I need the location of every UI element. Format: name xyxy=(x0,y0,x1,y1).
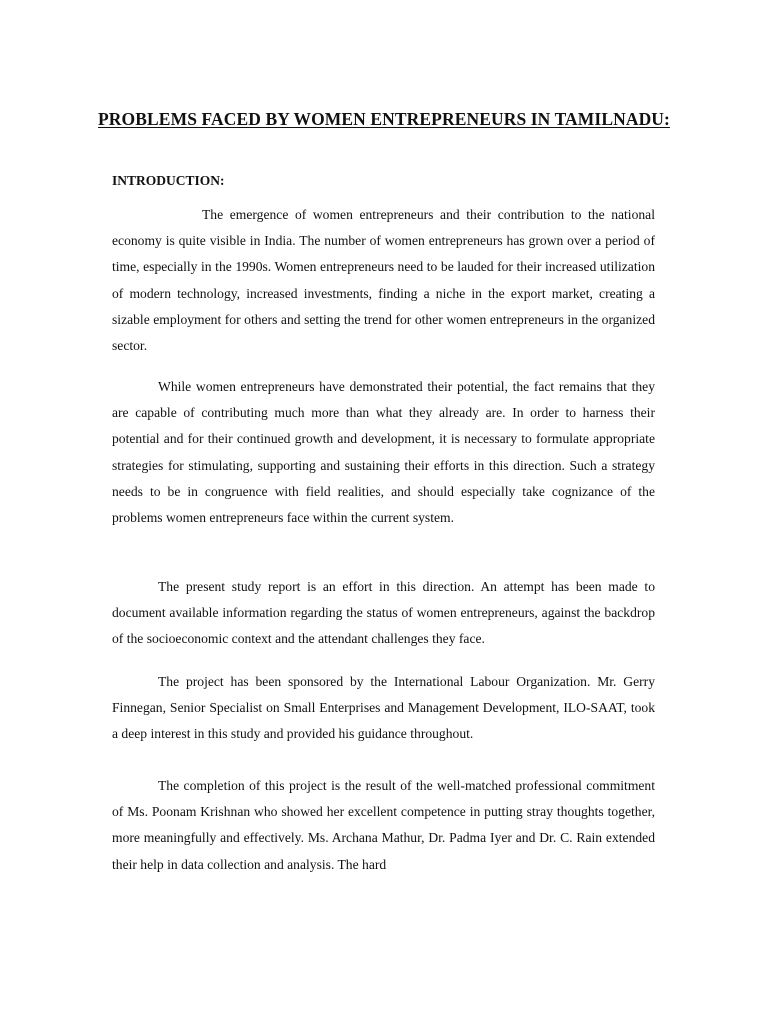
section-heading-introduction: INTRODUCTION: xyxy=(112,173,225,188)
paragraph-1: The emergence of women entrepreneurs and their contribution to the national economy is quite visible in India. The number of women entrepreneurs has grown over a period of time, especially in the 1990s. Women entrepreneurs need to be lauded for their increased utilization of modern technology, increased investments, finding a niche in the export market, creating a sizable employment for others and setting the trend for other women entrepreneurs in the organized sector. xyxy=(112,207,655,354)
paragraph-3: The present study report is an effort in this direction. An attempt has been made to document available information regarding the status of women entrepreneurs, against the backdrop of the socioeconomic context and the attendant challenges they face. xyxy=(112,579,655,647)
paragraph-4: The project has been sponsored by the International Labour Organization. Mr. Gerry Finnegan, Senior Specialist on Small Enterprises and Management Development, ILO-SAAT, took a deep interest in this study and provided his guidance throughout. xyxy=(112,674,655,742)
paragraph-2: While women entrepreneurs have demonstrated their potential, the fact remains that they are capable of contributing much more than what they already are. In order to harness their potential and for their continued growth and development, it is necessary to formulate appropriate strategies for stimulating, supporting and sustaining their efforts in this direction. Such a strategy needs to be in congruence with field realities, and should especially take cognizance of the problems women entrepreneurs face within the current system. xyxy=(112,379,655,526)
document-title: PROBLEMS FACED BY WOMEN ENTREPRENEURS IN TAMILNADU: xyxy=(98,109,670,129)
paragraph-5: The completion of this project is the result of the well-matched professional commitment of Ms. Poonam Krishnan who showed her excellent competence in putting stray thoughts together, more meaningfully and effectively. Ms. Archana Mathur, Dr. Padma Iyer and Dr. C. Rain extended their help in data collection and analysis. The hard xyxy=(112,778,655,872)
